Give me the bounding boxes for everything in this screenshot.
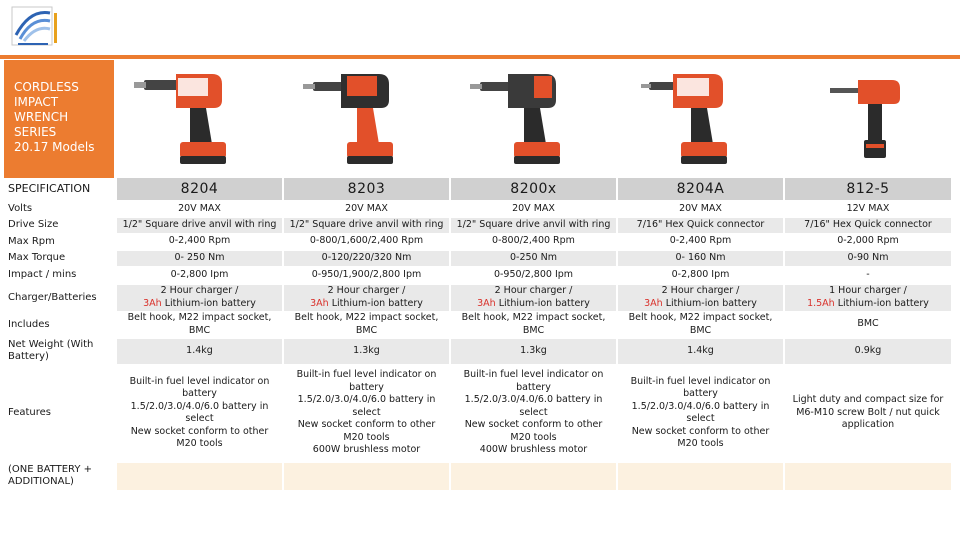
includes-line: Belt hook, M22 impact socket, (294, 312, 439, 323)
battery-type: Lithium-ion battery (161, 297, 256, 309)
series-line-4: SERIES (14, 125, 57, 139)
battery-type: Lithium-ion battery (328, 297, 423, 309)
features-cell (450, 364, 617, 462)
feature-line: M20 tools (176, 438, 223, 449)
spec-value: 0-950/1,900/2,800 Ipm (283, 266, 450, 284)
features-cell (116, 364, 283, 462)
feature-line: M6-M10 screw Bolt / nut quick (796, 406, 940, 418)
spec-value: 0-800/2,400 Rpm (450, 233, 617, 250)
feature-line: 1.5/2.0/3.0/4.0/6.0 battery in (464, 394, 603, 406)
spec-value: 0- 160 Nm (617, 250, 784, 266)
spec-value: 20V MAX (116, 201, 283, 217)
product-image-8203 (283, 60, 449, 178)
spec-row-extra (4, 462, 951, 490)
spec-row-volts (4, 201, 951, 217)
spec-value: 20V MAX (450, 201, 617, 217)
charger-text: 2 Hour charger / (327, 285, 406, 296)
battery-text (785, 298, 951, 311)
feature-line: select (352, 406, 381, 418)
charger-text: 2 Hour charger / (661, 285, 740, 296)
series-title-box (4, 60, 114, 178)
row-label: Drive Size (4, 217, 116, 233)
feature-line: select (686, 413, 715, 424)
battery-capacity: 3Ah (143, 297, 162, 309)
model-name: 8200x (450, 178, 617, 201)
includes-cell (450, 311, 617, 338)
row-label: Max Rpm (4, 233, 116, 250)
product-image-8200x (450, 60, 616, 178)
battery-text (117, 298, 282, 311)
product-image-8204A (617, 60, 783, 178)
series-line-2: IMPACT (14, 95, 59, 109)
spec-row-features (4, 364, 951, 462)
feature-line: Built-in fuel level indicator on (630, 375, 771, 387)
features-cell (617, 364, 784, 462)
feature-line: Light duty and compact size for (792, 394, 944, 406)
spec-value: 0-2,800 Ipm (116, 266, 283, 284)
spec-value: 7/16" Hex Quick connector (784, 217, 951, 233)
empty-cell (450, 462, 617, 490)
battery-type: Lithium-ion battery (662, 297, 757, 309)
spec-value: 1.3kg (450, 338, 617, 364)
spec-row-includes (4, 311, 951, 338)
spec-value: 0-120/220/320 Nm (283, 250, 450, 266)
spec-value: 1.4kg (617, 338, 784, 364)
battery-type: Lithium-ion battery (834, 297, 929, 309)
feature-line: 1.5/2.0/3.0/4.0/6.0 battery in (297, 394, 436, 406)
includes-cell (617, 311, 784, 338)
spec-value: 0.9kg (784, 338, 951, 364)
spec-row-drive-size (4, 217, 951, 233)
charger-cell (617, 284, 784, 311)
feature-line: battery (349, 381, 384, 393)
includes-cell (784, 311, 951, 338)
charger-text: 1 Hour charger / (829, 285, 907, 296)
feature-line: Built-in fuel level indicator on (463, 369, 604, 381)
feature-line: 1.5/2.0/3.0/4.0/6.0 battery in (130, 400, 269, 412)
feature-line: application (841, 419, 895, 431)
spec-row-net-weight (4, 338, 951, 364)
feature-line: Built-in fuel level indicator on (129, 375, 270, 387)
spec-value: 0-950/2,800 Ipm (450, 266, 617, 284)
model-name: 8204A (617, 178, 784, 201)
feature-line: Built-in fuel level indicator on (296, 369, 437, 381)
includes-line: BMC (857, 318, 879, 330)
battery-capacity: 3Ah (310, 297, 329, 309)
includes-cell (283, 311, 450, 338)
feature-line: M20 tools (510, 431, 557, 443)
includes-line: BMC (689, 324, 712, 336)
features-cell (283, 364, 450, 462)
spec-label: SPECIFICATION (4, 178, 116, 201)
spec-row-impact (4, 266, 951, 284)
spec-value: 0-800/1,600/2,400 Rpm (283, 233, 450, 250)
spec-value: 1/2" Square drive anvil with ring (116, 217, 283, 233)
feature-line: 1.5/2.0/3.0/4.0/6.0 battery in (631, 400, 770, 412)
model-header-row (4, 178, 951, 201)
spec-value: 0-2,400 Rpm (617, 233, 784, 250)
feature-line: battery (683, 388, 718, 399)
row-label: Net Weight (With Battery) (4, 338, 116, 364)
company-logo (10, 5, 60, 49)
row-label: Features (4, 364, 116, 462)
spec-value: 1.3kg (283, 338, 450, 364)
battery-capacity: 3Ah (477, 297, 496, 309)
feature-line: New socket conform to other (631, 425, 770, 437)
includes-line: BMC (522, 324, 545, 336)
spec-row-max-torque (4, 250, 951, 266)
feature-line: M20 tools (343, 431, 390, 443)
row-label: Includes (4, 311, 116, 338)
battery-text (284, 298, 449, 311)
series-line-1: CORDLESS (14, 80, 79, 94)
row-label: (ONE BATTERY + ADDITIONAL) (4, 462, 116, 490)
feature-line: M20 tools (677, 438, 724, 449)
model-name: 8203 (283, 178, 450, 201)
includes-line: Belt hook, M22 impact socket, (127, 312, 272, 323)
spec-value: 1.4kg (116, 338, 283, 364)
series-line-3: WRENCH (14, 110, 69, 124)
spec-value: 1/2" Square drive anvil with ring (450, 217, 617, 233)
model-name: 812-5 (784, 178, 951, 201)
feature-line: New socket conform to other (297, 419, 436, 431)
spec-value: 0-90 Nm (784, 250, 951, 266)
spec-value: 20V MAX (617, 201, 784, 217)
feature-line: battery (516, 381, 551, 393)
spec-value: - (784, 266, 951, 284)
spec-value: 0-2,000 Rpm (784, 233, 951, 250)
product-image-8204 (116, 60, 282, 178)
feature-line: select (185, 413, 214, 424)
model-name: 8204 (116, 178, 283, 201)
orange-divider (0, 55, 960, 59)
spec-value: 0-250 Nm (450, 250, 617, 266)
product-images (116, 60, 951, 178)
includes-line: BMC (355, 324, 378, 336)
row-label: Volts (4, 201, 116, 217)
empty-cell (116, 462, 283, 490)
feature-line: 400W brushless motor (479, 444, 588, 456)
charger-cell (283, 284, 450, 311)
row-label: Impact / mins (4, 266, 116, 284)
feature-line: battery (182, 388, 217, 399)
spec-value: 20V MAX (283, 201, 450, 217)
charger-text: 2 Hour charger / (160, 285, 239, 296)
feature-line: New socket conform to other (464, 419, 603, 431)
features-cell (784, 364, 951, 462)
charger-cell (116, 284, 283, 311)
spec-value: 12V MAX (784, 201, 951, 217)
spec-value: 0- 250 Nm (116, 250, 283, 266)
feature-line: New socket conform to other (130, 425, 269, 437)
includes-line: Belt hook, M22 impact socket, (461, 312, 606, 323)
battery-text (451, 298, 616, 311)
charger-cell (450, 284, 617, 311)
empty-cell (617, 462, 784, 490)
feature-line: select (519, 406, 548, 418)
empty-cell (784, 462, 951, 490)
battery-text (618, 298, 783, 311)
series-line-5: 20.17 Models (14, 140, 95, 154)
spec-row-max-rpm (4, 233, 951, 250)
charger-text: 2 Hour charger / (494, 285, 573, 296)
battery-capacity: 3Ah (644, 297, 663, 309)
spec-row-charger (4, 284, 951, 311)
feature-line: 600W brushless motor (312, 444, 421, 456)
spec-value: 1/2" Square drive anvil with ring (283, 217, 450, 233)
battery-type: Lithium-ion battery (495, 297, 590, 309)
includes-cell (116, 311, 283, 338)
spec-value: 7/16" Hex Quick connector (617, 217, 784, 233)
charger-cell (784, 284, 951, 311)
row-label: Max Torque (4, 250, 116, 266)
includes-line: Belt hook, M22 impact socket, (628, 312, 773, 323)
spec-value: 0-2,400 Rpm (116, 233, 283, 250)
spec-table (4, 178, 951, 491)
includes-line: BMC (188, 324, 211, 336)
product-image-812-5 (784, 60, 950, 178)
empty-cell (283, 462, 450, 490)
battery-capacity: 1.5Ah (807, 297, 835, 309)
spec-value: 0-2,800 Ipm (617, 266, 784, 284)
row-label: Charger/Batteries (4, 284, 116, 311)
